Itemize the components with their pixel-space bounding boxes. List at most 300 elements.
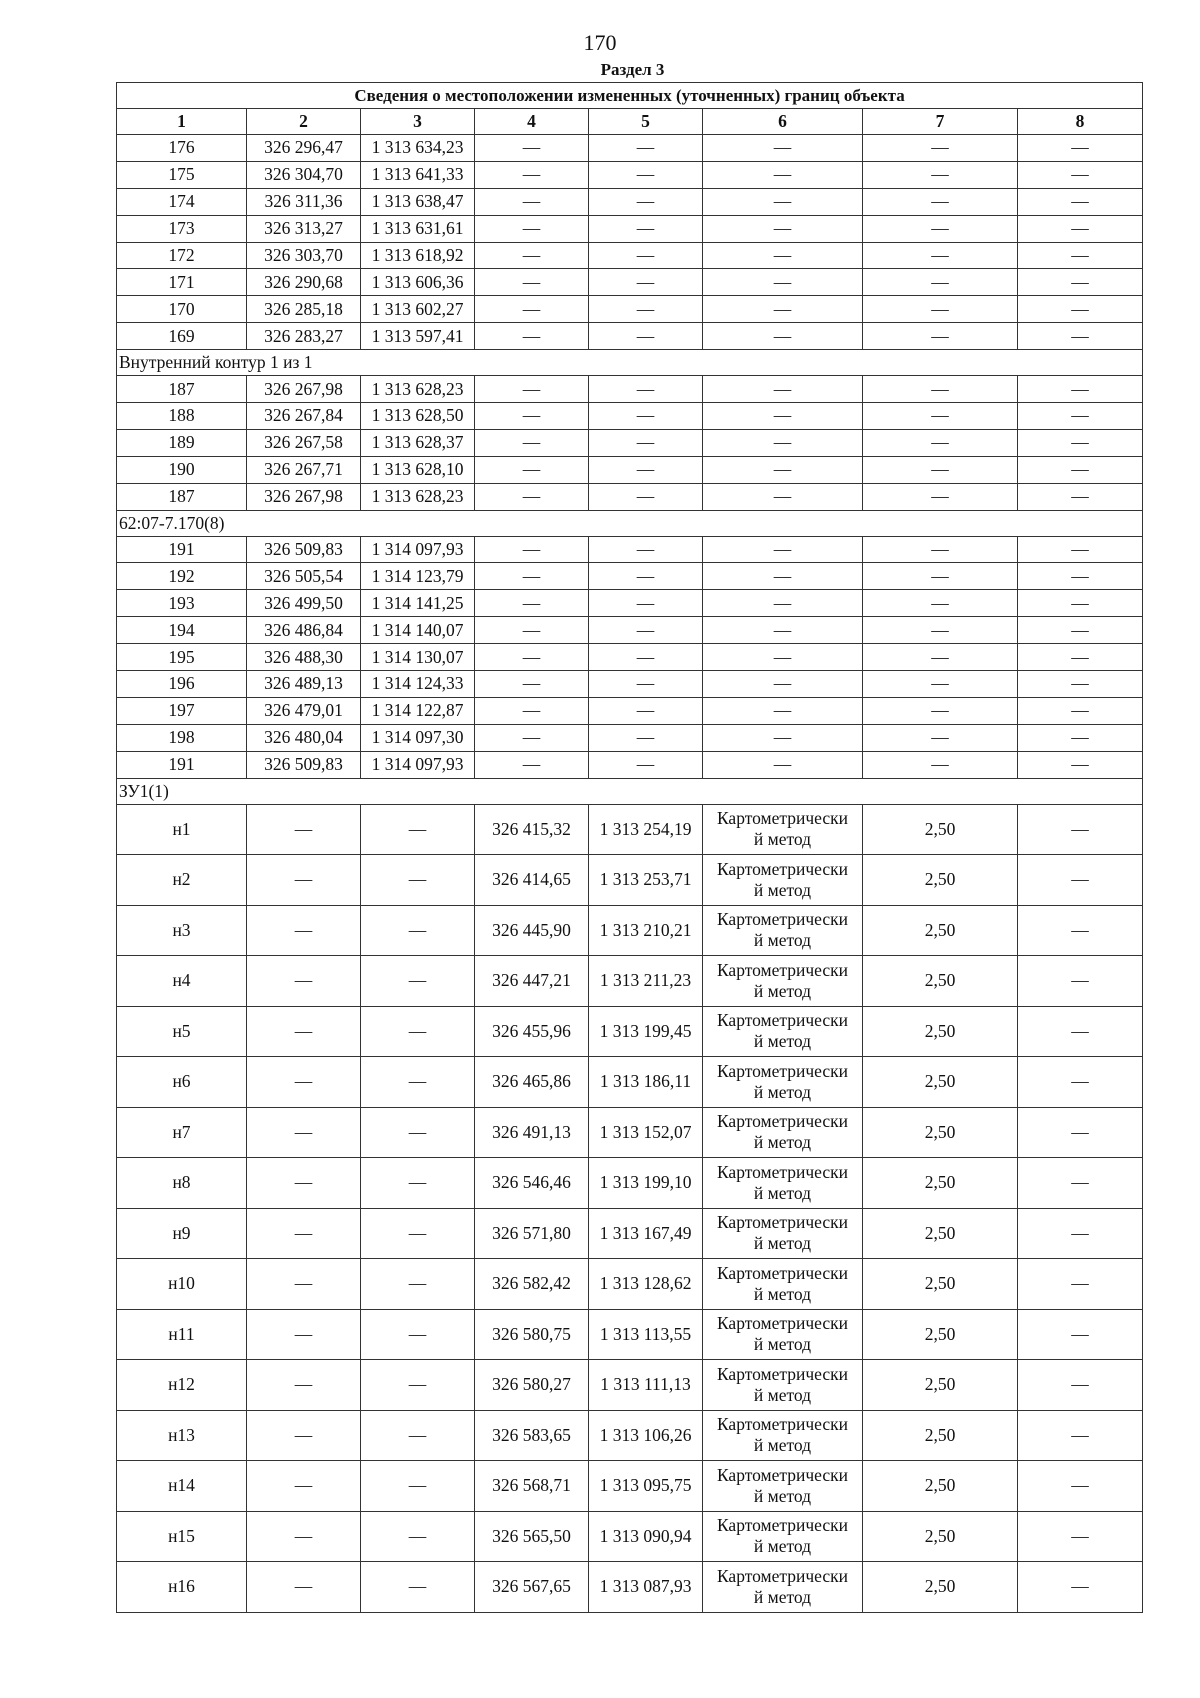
table-cell: 1 313 199,45 xyxy=(589,1006,703,1057)
table-cell: — xyxy=(1018,269,1143,296)
table-cell: 2,50 xyxy=(863,956,1018,1007)
method-text-line: Картометрически xyxy=(716,1161,849,1182)
table-cell: 169 xyxy=(117,323,247,350)
table-cell: — xyxy=(703,751,863,778)
group-label: 62:07-7.170(8) xyxy=(117,510,1143,536)
table-cell: 1 313 106,26 xyxy=(589,1410,703,1461)
table-cell: 190 xyxy=(117,456,247,483)
table-cell: 326 415,32 xyxy=(475,804,589,855)
method-cell xyxy=(703,1107,863,1158)
table-cell: — xyxy=(361,1057,475,1108)
table-cell: — xyxy=(703,403,863,430)
method-cell xyxy=(703,855,863,906)
method-text-line: Картометрически xyxy=(716,1464,849,1485)
table-cell: — xyxy=(703,671,863,698)
table-cell: — xyxy=(703,724,863,751)
table-cell: — xyxy=(589,617,703,644)
table-cell: — xyxy=(589,296,703,323)
table-row xyxy=(117,1208,1143,1259)
table-cell: 1 313 641,33 xyxy=(361,161,475,188)
table-cell: — xyxy=(1018,563,1143,590)
table-cell: — xyxy=(703,456,863,483)
method-cell xyxy=(703,1208,863,1259)
table-cell: 326 505,54 xyxy=(247,563,361,590)
table-cell: 1 313 087,93 xyxy=(589,1562,703,1613)
table-row xyxy=(117,855,1143,906)
method-text-line: Картометрически xyxy=(716,1212,849,1233)
table-cell: 2,50 xyxy=(863,1562,1018,1613)
table-caption: Сведения о местоположении измененных (уточненных) границ объекта xyxy=(117,83,1143,109)
table-cell: — xyxy=(475,188,589,215)
table-cell: — xyxy=(361,1107,475,1158)
table-cell: 2,50 xyxy=(863,1208,1018,1259)
table-cell: — xyxy=(361,1006,475,1057)
table-cell: — xyxy=(1018,671,1143,698)
table-cell: н14 xyxy=(117,1461,247,1512)
table-cell: 193 xyxy=(117,590,247,617)
table-cell: — xyxy=(475,269,589,296)
table-cell: — xyxy=(863,697,1018,724)
table-cell: — xyxy=(1018,724,1143,751)
table-row xyxy=(117,536,1143,563)
table-cell: н10 xyxy=(117,1259,247,1310)
table-cell: 1 313 253,71 xyxy=(589,855,703,906)
table-cell: — xyxy=(361,1461,475,1512)
table-cell: — xyxy=(1018,590,1143,617)
table-cell: 1 313 628,37 xyxy=(361,429,475,456)
table-cell: — xyxy=(863,456,1018,483)
table-cell: 1 313 254,19 xyxy=(589,804,703,855)
table-row xyxy=(117,1410,1143,1461)
table-cell: н3 xyxy=(117,905,247,956)
table-cell: — xyxy=(863,483,1018,510)
method-cell xyxy=(703,1158,863,1209)
table-row xyxy=(117,1006,1143,1057)
table-cell: — xyxy=(361,1259,475,1310)
table-cell: 326 480,04 xyxy=(247,724,361,751)
table-cell: — xyxy=(1018,429,1143,456)
table-cell: 326 479,01 xyxy=(247,697,361,724)
table-row xyxy=(117,483,1143,510)
page-number: 170 xyxy=(583,30,617,55)
table-cell: 1 313 211,23 xyxy=(589,956,703,1007)
table-cell: — xyxy=(863,161,1018,188)
table-cell: — xyxy=(475,161,589,188)
table-cell: — xyxy=(247,1562,361,1613)
table-cell: — xyxy=(475,590,589,617)
table-cell: — xyxy=(1018,483,1143,510)
table-cell: — xyxy=(863,617,1018,644)
table-caption-row xyxy=(117,83,1143,109)
table-cell: 191 xyxy=(117,536,247,563)
table-cell: 189 xyxy=(117,429,247,456)
table-cell: — xyxy=(247,1511,361,1562)
table-cell: — xyxy=(1018,1309,1143,1360)
method-text-line: й метод xyxy=(753,829,812,850)
table-row xyxy=(117,644,1143,671)
table-cell: 1 313 128,62 xyxy=(589,1259,703,1310)
method-text-line: Картометрически xyxy=(716,1262,849,1283)
table-cell: 1 313 199,10 xyxy=(589,1158,703,1209)
table-cell: 2,50 xyxy=(863,855,1018,906)
table-cell: 1 313 628,50 xyxy=(361,403,475,430)
table-row xyxy=(117,215,1143,242)
table-cell: — xyxy=(589,590,703,617)
column-header: 4 xyxy=(475,109,589,135)
table-cell: — xyxy=(475,644,589,671)
method-cell xyxy=(703,1057,863,1108)
table-row xyxy=(117,617,1143,644)
table-row xyxy=(117,188,1143,215)
table-cell: — xyxy=(1018,296,1143,323)
method-cell xyxy=(703,956,863,1007)
table-cell: — xyxy=(863,671,1018,698)
table-cell: 326 509,83 xyxy=(247,536,361,563)
table-cell: — xyxy=(589,269,703,296)
table-cell: — xyxy=(475,296,589,323)
table-cell: 1 313 618,92 xyxy=(361,242,475,269)
table-row xyxy=(117,1461,1143,1512)
table-cell: 326 285,18 xyxy=(247,296,361,323)
method-text-line: Картометрически xyxy=(716,1010,849,1031)
table-cell: — xyxy=(247,1057,361,1108)
table-cell: — xyxy=(1018,1360,1143,1411)
table-cell: н16 xyxy=(117,1562,247,1613)
table-cell: — xyxy=(247,1107,361,1158)
table-cell: 326 267,98 xyxy=(247,483,361,510)
table-cell: 2,50 xyxy=(863,1309,1018,1360)
group-row xyxy=(117,778,1143,804)
table-cell: 1 313 090,94 xyxy=(589,1511,703,1562)
table-cell: 1 313 167,49 xyxy=(589,1208,703,1259)
method-text-line: й метод xyxy=(753,1132,812,1153)
table-row xyxy=(117,1309,1143,1360)
table-cell: — xyxy=(703,376,863,403)
table-cell: — xyxy=(1018,905,1143,956)
table-cell: 2,50 xyxy=(863,1107,1018,1158)
column-header: 2 xyxy=(247,109,361,135)
table-cell: 1 313 628,23 xyxy=(361,483,475,510)
table-cell: 326 447,21 xyxy=(475,956,589,1007)
method-text-line: Картометрически xyxy=(716,858,849,879)
table-cell: 326 455,96 xyxy=(475,1006,589,1057)
table-cell: — xyxy=(247,855,361,906)
table-row xyxy=(117,1158,1143,1209)
method-cell xyxy=(703,1511,863,1562)
table-cell: — xyxy=(475,751,589,778)
table-cell: н6 xyxy=(117,1057,247,1108)
table-cell: — xyxy=(863,188,1018,215)
table-cell: — xyxy=(1018,956,1143,1007)
table-cell: — xyxy=(589,483,703,510)
table-cell: — xyxy=(1018,536,1143,563)
table-cell: — xyxy=(1018,1006,1143,1057)
table-cell: 2,50 xyxy=(863,905,1018,956)
table-cell: 326 568,71 xyxy=(475,1461,589,1512)
table-cell: 187 xyxy=(117,376,247,403)
table-cell: 1 314 140,07 xyxy=(361,617,475,644)
table-cell: 1 314 097,93 xyxy=(361,536,475,563)
table-cell: 1 314 124,33 xyxy=(361,671,475,698)
table-cell: 326 565,50 xyxy=(475,1511,589,1562)
table-cell: — xyxy=(1018,188,1143,215)
table-cell: — xyxy=(703,188,863,215)
table-cell: — xyxy=(863,135,1018,162)
table-cell: 326 465,86 xyxy=(475,1057,589,1108)
table-cell: — xyxy=(247,1208,361,1259)
column-header: 1 xyxy=(117,109,247,135)
table-cell: 2,50 xyxy=(863,1006,1018,1057)
table-cell: 1 314 122,87 xyxy=(361,697,475,724)
table-row xyxy=(117,403,1143,430)
table-cell: — xyxy=(361,1309,475,1360)
table-cell: — xyxy=(863,269,1018,296)
table-cell: 188 xyxy=(117,403,247,430)
table-cell: — xyxy=(703,644,863,671)
table-cell: — xyxy=(589,697,703,724)
table-cell: — xyxy=(1018,617,1143,644)
table-cell: — xyxy=(1018,1107,1143,1158)
table-cell: — xyxy=(703,536,863,563)
table-row xyxy=(117,590,1143,617)
table-cell: 192 xyxy=(117,563,247,590)
method-text-line: Картометрически xyxy=(716,1363,849,1384)
method-text-line: Картометрически xyxy=(716,1565,849,1586)
table-cell: 2,50 xyxy=(863,1360,1018,1411)
table-cell: — xyxy=(475,376,589,403)
method-text-line: Картометрически xyxy=(716,909,849,930)
method-text-line: й метод xyxy=(753,980,812,1001)
table-cell: 326 488,30 xyxy=(247,644,361,671)
method-text-line: Картометрически xyxy=(716,1515,849,1536)
table-cell: — xyxy=(361,905,475,956)
table-cell: — xyxy=(475,536,589,563)
table-cell: — xyxy=(475,242,589,269)
table-cell: 326 296,47 xyxy=(247,135,361,162)
table-row xyxy=(117,751,1143,778)
method-cell xyxy=(703,1562,863,1613)
table-cell: 1 314 130,07 xyxy=(361,644,475,671)
section-title: Раздел 3 xyxy=(600,60,665,79)
table-row xyxy=(117,269,1143,296)
table-cell: — xyxy=(863,296,1018,323)
table-cell: — xyxy=(1018,323,1143,350)
table-cell: 1 313 634,23 xyxy=(361,135,475,162)
table-row xyxy=(117,1107,1143,1158)
table-cell: — xyxy=(475,135,589,162)
table-cell: 1 313 602,27 xyxy=(361,296,475,323)
table-cell: 1 314 097,30 xyxy=(361,724,475,751)
table-row xyxy=(117,1259,1143,1310)
table-cell: — xyxy=(1018,1208,1143,1259)
table-row xyxy=(117,296,1143,323)
table-cell: — xyxy=(1018,1410,1143,1461)
table-cell: — xyxy=(1018,644,1143,671)
table-cell: — xyxy=(863,376,1018,403)
table-cell: н1 xyxy=(117,804,247,855)
table-cell: — xyxy=(361,1208,475,1259)
table-row xyxy=(117,697,1143,724)
table-row xyxy=(117,1562,1143,1613)
table-row xyxy=(117,376,1143,403)
table-cell: — xyxy=(361,804,475,855)
table-cell: 1 314 123,79 xyxy=(361,563,475,590)
table-cell: 1 313 628,23 xyxy=(361,376,475,403)
table-cell: — xyxy=(589,376,703,403)
method-cell xyxy=(703,1360,863,1411)
table-cell: — xyxy=(703,242,863,269)
table-cell: — xyxy=(863,429,1018,456)
table-cell: н5 xyxy=(117,1006,247,1057)
table-cell: — xyxy=(1018,215,1143,242)
table-cell: — xyxy=(475,671,589,698)
table-cell: 326 583,65 xyxy=(475,1410,589,1461)
method-text-line: й метод xyxy=(753,879,812,900)
table-cell: — xyxy=(589,161,703,188)
table-cell: — xyxy=(863,403,1018,430)
table-cell: — xyxy=(1018,804,1143,855)
table-cell: 2,50 xyxy=(863,1410,1018,1461)
table-cell: 326 290,68 xyxy=(247,269,361,296)
table-cell: 326 571,80 xyxy=(475,1208,589,1259)
table-cell: — xyxy=(863,242,1018,269)
table-cell: — xyxy=(703,429,863,456)
table-cell: н9 xyxy=(117,1208,247,1259)
table-cell: — xyxy=(475,429,589,456)
table-cell: — xyxy=(247,804,361,855)
table-cell: — xyxy=(589,563,703,590)
table-row xyxy=(117,724,1143,751)
table-cell: — xyxy=(589,188,703,215)
table-cell: 326 311,36 xyxy=(247,188,361,215)
table-cell: 326 567,65 xyxy=(475,1562,589,1613)
table-cell: 197 xyxy=(117,697,247,724)
table-cell: — xyxy=(475,456,589,483)
method-cell xyxy=(703,1410,863,1461)
table-cell: н13 xyxy=(117,1410,247,1461)
table-row xyxy=(117,1360,1143,1411)
table-cell: — xyxy=(863,323,1018,350)
method-text-line: й метод xyxy=(753,1182,812,1203)
table-cell: 326 445,90 xyxy=(475,905,589,956)
table-cell: 1 313 631,61 xyxy=(361,215,475,242)
table-cell: — xyxy=(589,323,703,350)
table-row xyxy=(117,905,1143,956)
table-cell: — xyxy=(247,1360,361,1411)
table-cell: 326 267,58 xyxy=(247,429,361,456)
method-text-line: й метод xyxy=(753,1435,812,1456)
method-text-line: Картометрически xyxy=(716,959,849,980)
table-cell: — xyxy=(863,563,1018,590)
table-cell: — xyxy=(361,1410,475,1461)
table-cell: — xyxy=(247,1461,361,1512)
table-cell: 195 xyxy=(117,644,247,671)
table-cell: — xyxy=(1018,751,1143,778)
table-cell: 326 267,71 xyxy=(247,456,361,483)
table-cell: 1 313 111,13 xyxy=(589,1360,703,1411)
table-cell: — xyxy=(589,724,703,751)
table-row xyxy=(117,671,1143,698)
table-body xyxy=(117,83,1143,1613)
table-cell: — xyxy=(475,215,589,242)
table-cell: — xyxy=(1018,1562,1143,1613)
table-cell: 1 313 186,11 xyxy=(589,1057,703,1108)
table-cell: — xyxy=(361,1511,475,1562)
table-cell: — xyxy=(475,403,589,430)
table-cell: 326 486,84 xyxy=(247,617,361,644)
table-cell: — xyxy=(703,135,863,162)
table-cell: 2,50 xyxy=(863,1511,1018,1562)
table-cell: — xyxy=(475,697,589,724)
table-row xyxy=(117,956,1143,1007)
table-cell: — xyxy=(703,617,863,644)
method-text-line: Картометрически xyxy=(716,1111,849,1132)
table-cell: — xyxy=(361,1562,475,1613)
table-cell: — xyxy=(703,161,863,188)
table-cell: 2,50 xyxy=(863,1158,1018,1209)
table-cell: — xyxy=(247,1410,361,1461)
table-cell: — xyxy=(475,617,589,644)
table-cell: — xyxy=(703,483,863,510)
table-row xyxy=(117,429,1143,456)
table-cell: — xyxy=(1018,403,1143,430)
method-cell xyxy=(703,1461,863,1512)
table-cell: — xyxy=(863,536,1018,563)
table-row xyxy=(117,804,1143,855)
group-label: ЗУ1(1) xyxy=(117,778,1143,804)
table-cell: — xyxy=(247,1158,361,1209)
table-cell: 326 267,84 xyxy=(247,403,361,430)
table-cell: н15 xyxy=(117,1511,247,1562)
method-text-line: й метод xyxy=(753,1536,812,1557)
table-cell: — xyxy=(1018,1057,1143,1108)
table-cell: 175 xyxy=(117,161,247,188)
group-label: Внутренний контур 1 из 1 xyxy=(117,350,1143,376)
table-cell: — xyxy=(863,644,1018,671)
table-cell: — xyxy=(475,724,589,751)
group-row xyxy=(117,350,1143,376)
table-cell: — xyxy=(247,905,361,956)
table-cell: — xyxy=(475,323,589,350)
table-cell: 196 xyxy=(117,671,247,698)
table-cell: 174 xyxy=(117,188,247,215)
method-text-line: Картометрически xyxy=(716,1313,849,1334)
table-cell: 326 491,13 xyxy=(475,1107,589,1158)
table-cell: 187 xyxy=(117,483,247,510)
table-cell: 1 314 141,25 xyxy=(361,590,475,617)
table-cell: — xyxy=(1018,855,1143,906)
table-cell: — xyxy=(589,215,703,242)
table-cell: 326 499,50 xyxy=(247,590,361,617)
table-cell: н2 xyxy=(117,855,247,906)
table-cell: — xyxy=(589,403,703,430)
table-cell: — xyxy=(589,242,703,269)
table-cell: 326 414,65 xyxy=(475,855,589,906)
table-cell: — xyxy=(475,563,589,590)
table-cell: — xyxy=(703,563,863,590)
table-cell: — xyxy=(1018,697,1143,724)
table-cell: — xyxy=(247,956,361,1007)
table-cell: — xyxy=(247,1309,361,1360)
method-text-line: й метод xyxy=(753,930,812,951)
table-row xyxy=(117,242,1143,269)
table-cell: 326 283,27 xyxy=(247,323,361,350)
table-cell: — xyxy=(863,215,1018,242)
column-header: 7 xyxy=(863,109,1018,135)
table-cell: 326 546,46 xyxy=(475,1158,589,1209)
table-cell: — xyxy=(863,590,1018,617)
column-header: 5 xyxy=(589,109,703,135)
